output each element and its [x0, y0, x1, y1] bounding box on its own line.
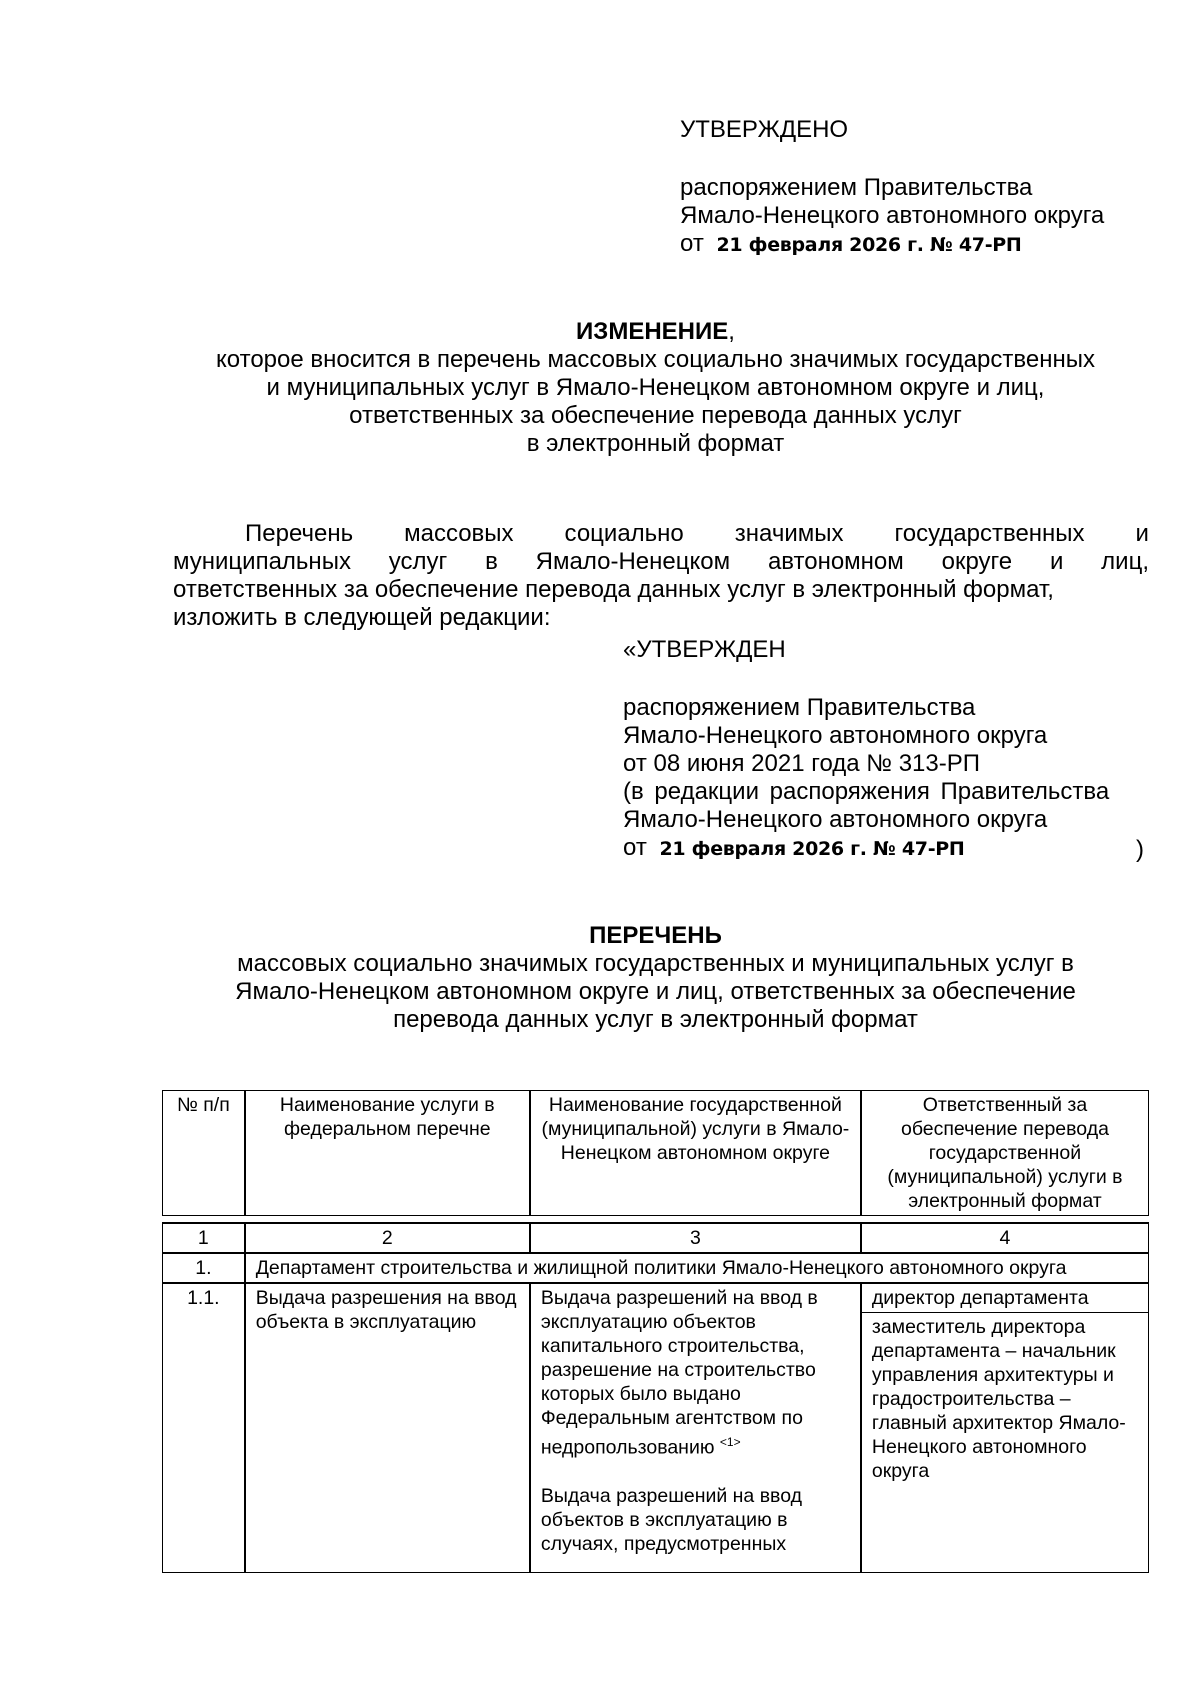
- list-title-line-3: перевода данных услуг в электронный формат: [393, 1006, 918, 1033]
- table-header-row: [162, 1090, 1149, 1216]
- regional-name-1-text: Выдача разрешений на ввод в эксплуатацию объектов капитального строительства, разрешение на строительство которых было выдано Федеральным агентством по недропользованию: [540, 1287, 818, 1459]
- amended-line-4-text: (в редакции распоряжения Правительства: [623, 778, 1110, 805]
- paragraph-word: социально: [564, 520, 684, 547]
- paragraph-word: в: [485, 548, 498, 575]
- table-column-numbers-row: [162, 1223, 1149, 1253]
- paragraph-row-4: изложить в следующей редакции:: [173, 604, 551, 631]
- change-title-heading: ИЗМЕНЕНИЕ: [576, 318, 729, 345]
- approval-line-1: распоряжением Правительства: [680, 174, 1033, 201]
- list-title-heading: ПЕРЕЧЕНЬ: [589, 922, 722, 949]
- column-number: 4: [861, 1223, 1149, 1253]
- paragraph-word: Ямало-Ненецком: [535, 548, 731, 575]
- change-title-line-3: ответственных за обеспечение перевода данных услуг: [349, 402, 962, 429]
- regional-name-1: [541, 1286, 854, 1460]
- regional-name-2: Выдача разрешений на ввод объектов в эксплуатацию в случаях, предусмотренных: [540, 1484, 802, 1555]
- approval-line-2: Ямало-Ненецкого автономного округа: [680, 202, 1105, 229]
- amended-line-4: [623, 778, 1149, 806]
- column-number: 3: [530, 1223, 861, 1253]
- responsible-2: заместитель директора департамента – начальник управления архитектуры и градостроительства – главный архитектор Ямало-Ненецкого автономного округа: [871, 1316, 1126, 1482]
- list-title-line-1: массовых социально значимых государственных и муниципальных услуг в: [237, 950, 1074, 977]
- responsible-1: директор департамента: [862, 1284, 1148, 1313]
- paragraph-word: государственных: [894, 520, 1085, 547]
- row-regional-name: [530, 1283, 861, 1573]
- body-paragraph: [173, 520, 1149, 632]
- paragraph-word: массовых: [404, 520, 514, 547]
- section-number: 1.: [162, 1253, 245, 1283]
- approval-date-line: [680, 230, 1022, 259]
- amended-date: 21 февраля 2026 г. № 47-РП: [659, 838, 965, 860]
- list-title-line-2: Ямало-Ненецком автономном округе и лиц, ответственных за обеспечение: [235, 978, 1076, 1005]
- amended-line-5: Ямало-Ненецкого автономного округа: [623, 806, 1048, 833]
- row-number: 1.1.: [162, 1283, 245, 1573]
- row-responsible: [861, 1283, 1149, 1573]
- paragraph-word: автономном: [767, 548, 904, 575]
- change-title-line-1: которое вносится в перечень массовых социально значимых государственных: [216, 346, 1095, 373]
- footnote-marker: <1>: [719, 1435, 741, 1449]
- amended-date-line: [623, 834, 965, 863]
- header-federal-name: Наименование услуги в федеральном перечне: [245, 1090, 530, 1216]
- paragraph-row-3: ответственных за обеспечение перевода данных услуг в электронный формат,: [173, 576, 1054, 603]
- paragraph-word: округе: [941, 548, 1013, 575]
- paragraph-row-1: [173, 520, 1149, 548]
- amended-line-2: Ямало-Ненецкого автономного округа: [623, 722, 1048, 749]
- approval-date-prefix: от: [680, 230, 704, 257]
- row-federal-name: Выдача разрешения на ввод объекта в эксплуатацию: [245, 1283, 530, 1573]
- section-title: Департамент строительства и жилищной политики Ямало-Ненецкого автономного округа: [245, 1253, 1149, 1283]
- column-number: 1: [162, 1223, 245, 1253]
- table-gap: [162, 1216, 1149, 1223]
- paragraph-word: Перечень: [245, 520, 354, 547]
- amended-closing-paren: ): [1136, 836, 1144, 863]
- change-title-line-2: и муниципальных услуг в Ямало-Ненецком автономном округе и лиц,: [266, 374, 1045, 401]
- approval-heading: УТВЕРЖДЕНО: [680, 116, 849, 143]
- paragraph-word: и: [1049, 548, 1064, 575]
- column-number: 2: [245, 1223, 530, 1253]
- table-row: [162, 1283, 1149, 1573]
- header-number: № п/п: [162, 1090, 245, 1216]
- paragraph-word: услуг: [388, 548, 448, 575]
- paragraph-row-2: [173, 548, 1149, 576]
- amended-heading: «УТВЕРЖДЕН: [623, 636, 786, 663]
- paragraph-word: муниципальных: [173, 548, 351, 575]
- paragraph-word: значимых: [734, 520, 844, 547]
- amended-date-prefix: от: [623, 834, 647, 861]
- paragraph-word: лиц,: [1101, 548, 1149, 575]
- change-title-line-4: в электронный формат: [526, 430, 785, 457]
- header-responsible: Ответственный за обеспечение перевода государственной (муниципальной) услуги в электронный формат: [861, 1090, 1149, 1216]
- approval-date: 21 февраля 2026 г. № 47-РП: [716, 234, 1022, 256]
- table-section-row: [162, 1253, 1149, 1283]
- paragraph-word: и: [1135, 520, 1149, 547]
- services-table: [162, 1090, 1149, 1573]
- change-title-comma: ,: [728, 318, 735, 345]
- header-regional-name: Наименование государственной (муниципальной) услуги в Ямало-Ненецком автономном округе: [530, 1090, 861, 1216]
- change-title: [162, 318, 1149, 346]
- amended-line-1: распоряжением Правительства: [623, 694, 976, 721]
- amended-line-3: от 08 июня 2021 года № 313-РП: [623, 750, 980, 777]
